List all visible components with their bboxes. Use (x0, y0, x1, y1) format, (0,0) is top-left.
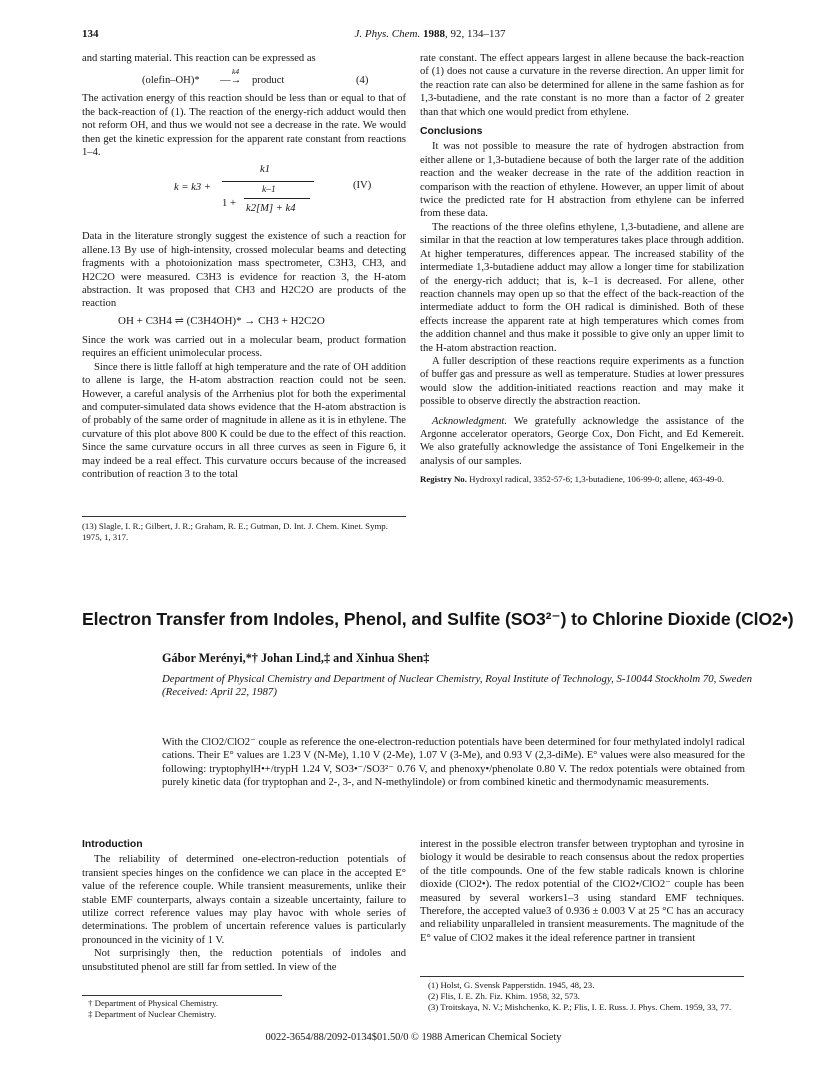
footnote-dagger: † Department of Physical Chemistry. (88, 998, 219, 1008)
eq4-number: (4) (356, 75, 369, 87)
eqIV-numerator: k1 (260, 164, 270, 176)
eq4-rhs: product (252, 75, 285, 87)
page-footer: 0022-3654/88/2092-0134$01.50/0 © 1988 American Chemical Society (265, 1032, 562, 1043)
article-authors: Gábor Merényi,*† Johan Lind,‡ and Xinhua Shen‡ (162, 651, 430, 665)
journal-year: 1988 (422, 28, 445, 40)
footnote-double-dagger: ‡ Department of Nuclear Chemistry. (88, 1009, 217, 1019)
footnote-rule-refs (420, 976, 744, 977)
footnote-rule-left (82, 516, 406, 517)
eqIV-lhs: k = k3 + (174, 182, 211, 194)
registry-label: Registry No. (420, 474, 467, 485)
acknowledgment (420, 415, 744, 469)
equation-IV (82, 161, 406, 227)
left-para-3: Data in the literature strongly suggest the existence of such a reaction for allene.13 By use of high-intensity, crossed molecular beams and detecting fragments with a photoionization mass spectrometer, C3H3, CH3, and H2C2O were measured. C3H3 is evidence for reaction 3, the H-atom abstraction. It was proposed that CH3 and H2C2O are products of the reaction (82, 231, 406, 310)
reference-2: (2) Flis, I. E. Zh. Fiz. Khim. 1958, 32, 573. (428, 991, 580, 1001)
running-header (300, 28, 560, 40)
eqIV-inner-bar (244, 198, 310, 199)
right-column (420, 52, 744, 485)
reference-3: (3) Troitskaya, N. V.; Mishchenko, K. P.; Flis, I. E. Russ. J. Phys. Chem. 1959, 33, 77. (428, 1002, 732, 1012)
left-para-4: Since the work was carried out in a molecular beam, product formation requires an efficient unimolecular process. (82, 334, 406, 360)
eq4-rate-constant: k4 (232, 67, 240, 77)
eqIV-fraction-bar (222, 181, 314, 182)
eqIV-inner-denominator: k2[M] + k4 (246, 203, 296, 215)
right-para-4: A fuller description of these reactions require experiments as a function of buffer gas and pressure as well as temperature. Studies at lower pressures would slow the addition-initiated reactions reaction and may make it possible to observe directly the abstraction reaction. (420, 355, 744, 408)
left-para-2: The activation energy of this reaction should be less than or equal to that of the back-reaction of (1). The reaction of the energy-rich adduct would then not reform OH, and thus we would not see a decrease in the rate. We would then get the kinetic expression for the apparent rate constant from reactions 1–4. (82, 93, 406, 159)
author-footnotes (88, 998, 406, 1020)
allene-reaction: OH + C3H4 ⇌ (C3H4OH)* → CH3 + H2C2O (118, 314, 325, 327)
left-para-5: Since there is little falloff at high temperature and the rate of OH addition to allene is large, the H-atom abstraction reaction could not be seen. However, a careful analysis of the Arrhenius plot for both the experimental and computer-simulated data shows evidence that the H-atom abstraction is of probably of the same order of magnitude in allene as it is in ethylene. The curvature of this plot above 800 K could be due to the effect of this reaction. Since the same curvature occurs in all three curves as seen in Figure 6, it may indeed be a real effect. This curvature occurs because of the increased contribution of reaction 3 to the total (82, 361, 406, 480)
article-title: Electron Transfer from Indoles, Phenol, and Sulfite (SO3²⁻) to Chlorine Dioxide (ClO2•) (82, 609, 794, 629)
ack-label: Acknowledgment. (432, 415, 508, 427)
introduction-heading: Introduction (82, 839, 143, 850)
reference-1: (1) Holst, G. Svensk Papperstidn. 1945, 48, 23. (428, 980, 595, 990)
right-para-2: It was not possible to measure the rate of hydrogen abstraction from either allene or 1,3-butadiene because of both the larger rate of the addition reaction and the weaker decrease in the rate of the addition reaction in comparison with the reaction of ethylene. However, an upper limit of about twice the predicted rate for H abstraction from ethylene can be inferred from these data. (420, 141, 744, 220)
intro-right-para: interest in the possible electron transfer between tryptophan and tyrosine in biology it would be desirable to reach consensus about the redox properties of the title compounds. One of the few stable radicals known is chlorine dioxide (ClO2•). The redox potential of the ClO2•/ClO2⁻ couple has been measured by several workers1–3 using standard EMF techniques. Therefore, the accepted value3 of 0.936 ± 0.003 V at 25 °C has an accuracy and reliability unparalleled in transient measurements. The magnitude of the E° value of ClO2 makes it the ideal reference partner in transient (420, 839, 744, 944)
left-para-1: and starting material. This reaction can be expressed as (82, 53, 316, 64)
conclusions-heading: Conclusions (420, 126, 483, 138)
article-affiliation: Department of Physical Chemistry and Department of Nuclear Chemistry, Royal Institute of Technology, S-10044 Stockholm 70, Sweden (Received: April 22, 1987) (162, 673, 753, 699)
article-abstract: With the ClO2/ClO2⁻ couple as reference the one-electron-reduction potentials have been determined for four methylated indolyl radical cations. Their E° values are 1.23 V (N-Me), 1.10 V (2-Me), 1.07 V (3-Me), and 0.93 V (2,3-diMe). E° values were also measured for the following: tryptophylH•+/trypH 1.24 V, SO3•⁻/SO3²⁻ 0.76 V, and phenoxy•/phenolate 0.80 V. The redox potentials were obtained from purely kinetic data (for tryptophan and 2-, 3-, and N-methylindole) or from combined kinetic and thermodynamic measurements. (162, 737, 745, 789)
equation-allene-reaction (82, 313, 406, 331)
registry-numbers (420, 474, 744, 485)
eq4-lhs: (olefin–OH)* (142, 75, 200, 87)
page-number: 134 (82, 28, 99, 40)
right-para-3: The reactions of the three olefins ethylene, 1,3-butadiene, and allene are similar in that the reaction at low temperatures takes place through addition. At higher temperatures, differences appear. The increased stability of the intermediate 1,3-butadiene adduct may allow a longer time for stabilization of the energy-rich adduct; that is, k–1 is decreased. For allene, other reaction channels may open up so that the effect of the back-reaction of the intermediate adduct to form the OH radical is diminished. Both of these effects increase the apparent rate at high temperatures which comes from the addition channel and thus make it possible to give only an upper limit to the H-atom abstraction reaction. (420, 221, 744, 354)
equation-4 (82, 67, 406, 89)
footnote-13: (13) Slagle, I. R.; Gilbert, J. R.; Graham, R. E.; Gutman, D. Int. J. Chem. Kinet. Symp. 1975, 1, 317. (82, 521, 388, 542)
intro-para-1: The reliability of determined one-electron-reduction potentials of transient species hinges on the confidence we can place in the accepted E° value of the reference couple. While transient measurements, unlike their stable EMF counterparts, always contain a sizeable uncertainty, failure to utilize correct reference values may play havoc with whole series of determinations. The problem of uncertain reference values is particularly pronounced in the vicinity of 1 V. (82, 854, 406, 946)
journal-volume-pages: , 92, 134–137 (444, 28, 506, 40)
intro-left-column (82, 838, 406, 974)
intro-right-column (420, 838, 744, 945)
eqIV-number: (IV) (353, 180, 372, 192)
eqIV-inner-numerator: k–1 (262, 185, 276, 196)
eq4-arrow: —→ (220, 75, 242, 87)
reference-list (420, 980, 744, 1013)
footnote-rule-authors (82, 995, 282, 996)
left-column (82, 52, 406, 481)
intro-para-2: Not surprisingly then, the reduction potentials of indoles and unsubstituted phenol are still far from settled. In view of the (82, 948, 406, 973)
registry-text: Hydroxyl radical, 3352-57-6; 1,3-butadiene, 106-99-0; allene, 463-49-0. (466, 474, 724, 485)
eqIV-one-plus: 1 + (222, 198, 236, 210)
ack-text: We gratefully acknowledge the assistance of the Argonne accelerator operators, George Cox, Don Ficht, and Ed Kemereit. We also gratefully acknowledge the assistance of Toni Engelkemeir in the analysis of our samples. (420, 415, 744, 467)
right-para-1: rate constant. The effect appears largest in allene because the back-reaction of (1) does not cause a curvature in the reverse direction. An upper limit for the reaction rate can also be determined for allene in the same fashion as for 1,3-butadiene, and the rate constant is no more than a factor of 2 greater than that which one would predict from ethylene. (420, 53, 744, 118)
journal-name: J. Phys. Chem. (354, 28, 421, 40)
